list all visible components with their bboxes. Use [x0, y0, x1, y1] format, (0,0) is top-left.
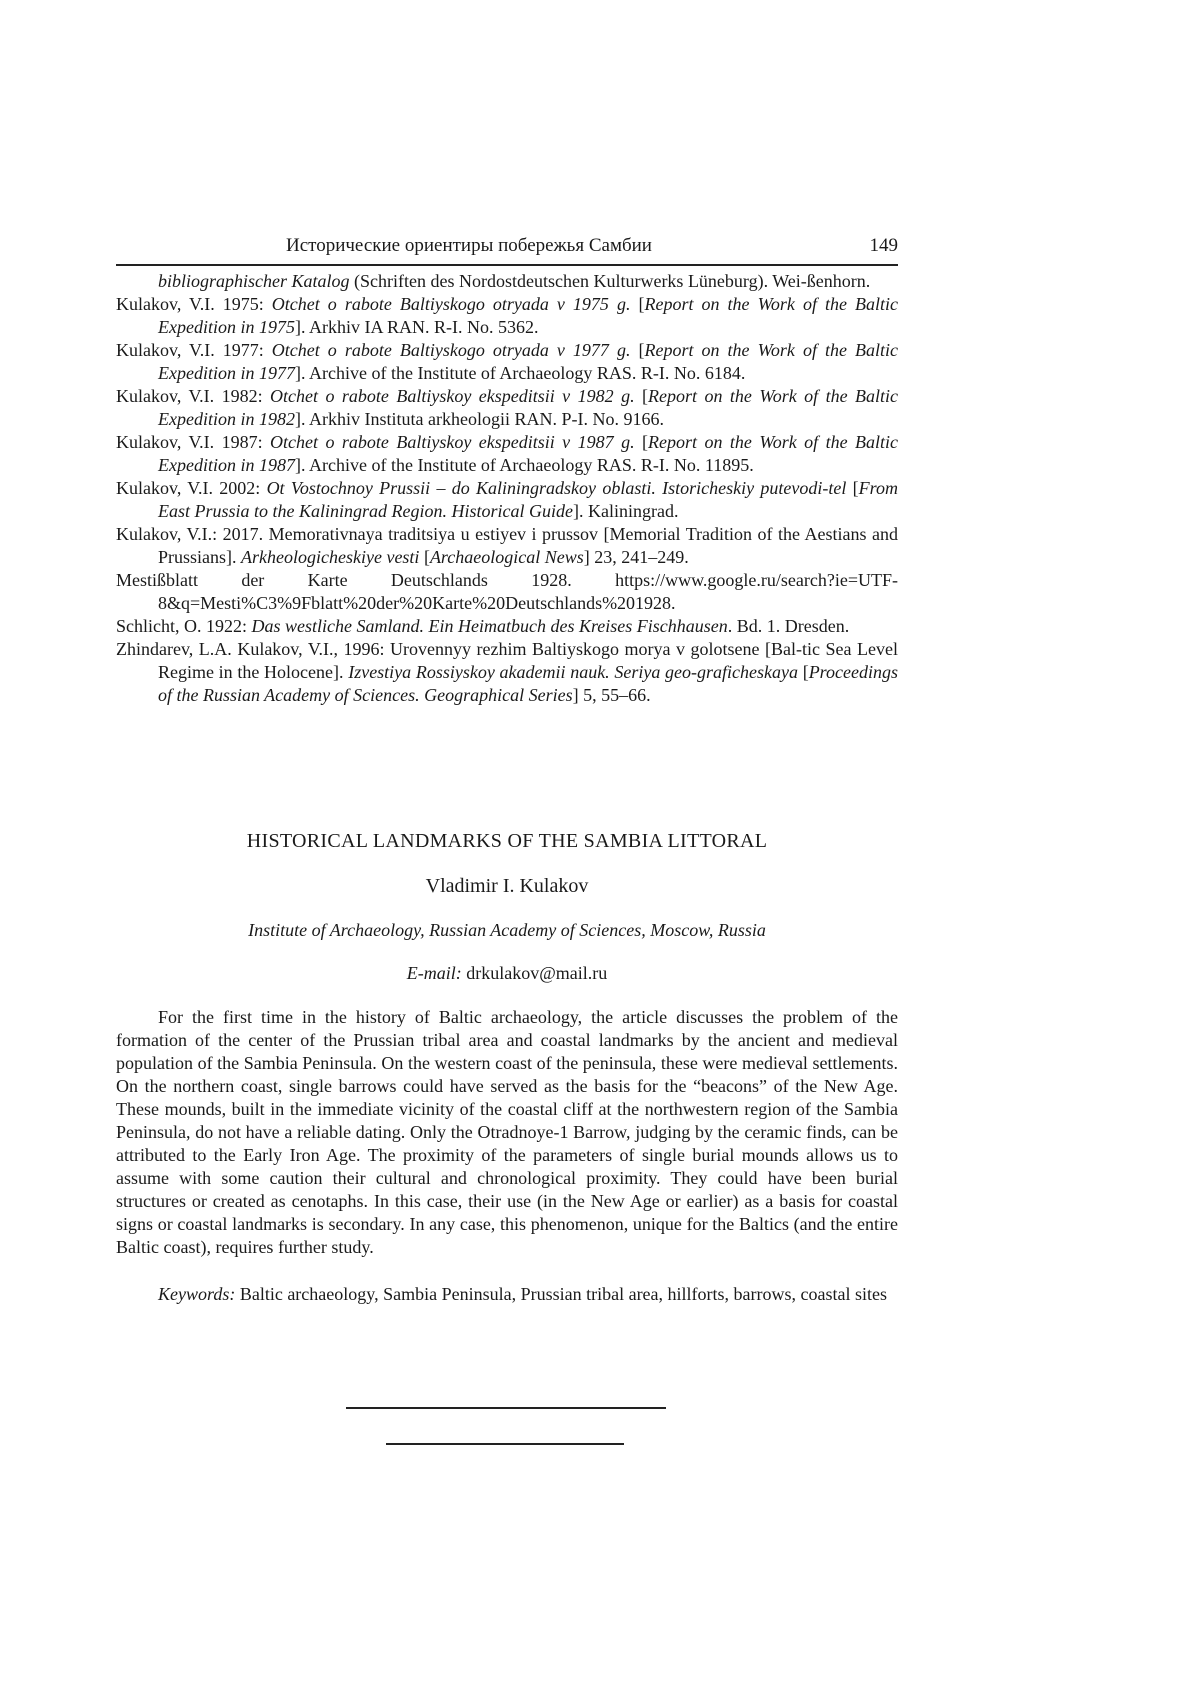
- keywords-label: Keywords:: [158, 1284, 236, 1304]
- reference-title-italic: From East Prussia to the Kaliningrad Region. Historical Guide: [158, 478, 899, 521]
- reference-title-italic: Otchet o rabote Baltiyskogo otryada v 1975 g.: [271, 294, 631, 314]
- reference-entry: [116, 293, 898, 339]
- reference-text: Kulakov, V.I. 1977:: [116, 340, 272, 360]
- reference-text: Kulakov, V.I. 1975:: [116, 294, 272, 314]
- reference-title-italic: Izvestiya Rossiyskoy akademii nauk. Seriya geo-graficheskaya: [348, 662, 798, 682]
- reference-title-italic: Das westliche Samland. Ein Heimatbuch des Kreises Fischhausen: [251, 616, 728, 636]
- reference-title-italic: Archaeological News: [429, 547, 584, 567]
- reference-text: ] 23, 241–249.: [583, 547, 689, 567]
- email-address: drkulakov@mail.ru: [466, 963, 608, 983]
- running-head-title: Исторические ориентиры побережья Самбии: [286, 235, 652, 256]
- reference-text: . Bd. 1. Dresden.: [727, 616, 850, 636]
- keywords-text: Baltic archaeology, Sambia Peninsula, Prussian tribal area, hillforts, barrows, coastal sites: [239, 1284, 887, 1304]
- reference-text: ]. Archive of the Institute of Archaeology RAS. R-I. No. 6184.: [294, 363, 746, 383]
- reference-list: [116, 270, 898, 707]
- reference-text: Kulakov, V.I. 1987:: [116, 432, 271, 452]
- reference-text: (Schriften des Nordostdeutschen Kulturwerks Lüneburg). Wei-ßenhorn.: [349, 271, 871, 291]
- reference-text: ]. Archive of the Institute of Archaeology RAS. R-I. No. 11895.: [294, 455, 754, 475]
- reference-entry: [116, 270, 898, 293]
- email-label: E-mail:: [406, 963, 462, 983]
- reference-text: Kulakov, V.I.: 2017. Memorativnaya traditsiya u estiyev i prussov [Memorial Tradition of the Aestians and Prussians].: [116, 524, 898, 567]
- reference-text: Mestißblatt der Karte Deutschlands 1928. https://www.google.ru/search?ie=UTF-8&q=Mesti%C3%9Fblatt%20der%20Karte%20Deutschlands%201928.: [116, 570, 898, 613]
- reference-text: Kulakov, V.I. 1982:: [116, 386, 271, 406]
- reference-text: [: [630, 340, 645, 360]
- page-number: 149: [869, 235, 898, 256]
- reference-title-italic: Otchet o rabote Baltiyskogo otryada v 1977 g.: [271, 340, 631, 360]
- abstract-section: [116, 830, 898, 1306]
- closing-rule-short: [386, 1443, 624, 1445]
- author-email-line: [116, 963, 898, 984]
- reference-text: [: [634, 432, 649, 452]
- running-head: [116, 232, 898, 266]
- reference-entry: [116, 477, 898, 523]
- reference-entry: [116, 615, 898, 638]
- keywords-line: [116, 1283, 898, 1306]
- reference-entry: [116, 569, 898, 615]
- reference-entry: [116, 385, 898, 431]
- reference-title-italic: Arkheologicheskiye vesti: [241, 547, 420, 567]
- reference-title-italic: Report on the Work of the Baltic Expedition in 1982: [158, 386, 899, 429]
- abstract-text: For the first time in the history of Baltic archaeology, the article discusses the problem of the formation of the center of the Prussian tribal area and coastal landmarks by the ancient and medieval population of the Sambia Peninsula. On the western coast of the peninsula, these were medieval settlements. On the northern coast, single barrows could have served as the basis for the “beacons” of the New Age. These mounds, built in the immediate vicinity of the coastal cliff at the northwestern region of the Sambia Peninsula, do not have a reliable dating. Only the Otradnoye-1 Barrow, judging by the ceramic finds, can be attributed to the Early Iron Age. The proximity of the parameters of single burial mounds allows us to assume with some caution their cultural and chronological proximity. They could have been burial structures or created as cenotaphs. In this case, their use (in the New Age or earlier) as a basis for coastal signs or coastal landmarks is secondary. In any case, this phenomenon, unique for the Baltics (and the entire Baltic coast), requires further study.: [116, 1007, 898, 1257]
- closing-rule-long: [346, 1407, 666, 1409]
- reference-entry: [116, 523, 898, 569]
- reference-title-italic: Report on the Work of the Baltic Expedition in 1975: [158, 294, 898, 337]
- reference-text: [: [634, 386, 649, 406]
- reference-text: ]. Arkhiv IA RAN. R-I. No. 5362.: [294, 317, 539, 337]
- reference-text: Kulakov, V.I. 2002:: [116, 478, 267, 498]
- author-affiliation: Institute of Archaeology, Russian Academy of Sciences, Moscow, Russia: [248, 920, 766, 940]
- reference-title-italic: Proceedings of the Russian Academy of Sciences. Geographical Series: [158, 662, 898, 705]
- reference-text: [: [419, 547, 430, 567]
- reference-title-italic: Otchet o rabote Baltiyskoy ekspeditsii v 1987 g.: [270, 432, 635, 452]
- reference-text: ] 5, 55–66.: [572, 685, 651, 705]
- reference-text: [: [846, 478, 859, 498]
- reference-title-italic: bibliographischer Katalog: [158, 271, 350, 291]
- reference-title-italic: Ot Vostochnoy Prussii – do Kaliningradskoy oblasti. Istoricheskiy putevodi-tel: [266, 478, 847, 498]
- reference-entry: [116, 638, 898, 707]
- reference-title-italic: Report on the Work of the Baltic Expedition in 1987: [158, 432, 899, 475]
- abstract-title: HISTORICAL LANDMARKS OF THE SAMBIA LITTORAL: [246, 830, 768, 852]
- reference-title-italic: Otchet o rabote Baltiyskoy ekspeditsii v 1982 g.: [270, 386, 635, 406]
- reference-entry: [116, 339, 898, 385]
- reference-entry: [116, 431, 898, 477]
- reference-text: Schlicht, O. 1922:: [116, 616, 252, 636]
- reference-title-italic: Report on the Work of the Baltic Expedition in 1977: [158, 340, 898, 383]
- author-name: Vladimir I. Kulakov: [425, 875, 589, 897]
- reference-text: ]. Kaliningrad.: [573, 501, 679, 521]
- reference-text: [: [798, 662, 809, 682]
- reference-text: [: [630, 294, 645, 314]
- reference-text: ]. Arkhiv Instituta arkheologii RAN. P-I. No. 9166.: [294, 409, 664, 429]
- reference-text: Zhindarev, L.A. Kulakov, V.I., 1996: Urovennyy rezhim Baltiyskogo morya v golotsene [Bal-tic Sea Level Regime in the Holocene].: [116, 639, 898, 682]
